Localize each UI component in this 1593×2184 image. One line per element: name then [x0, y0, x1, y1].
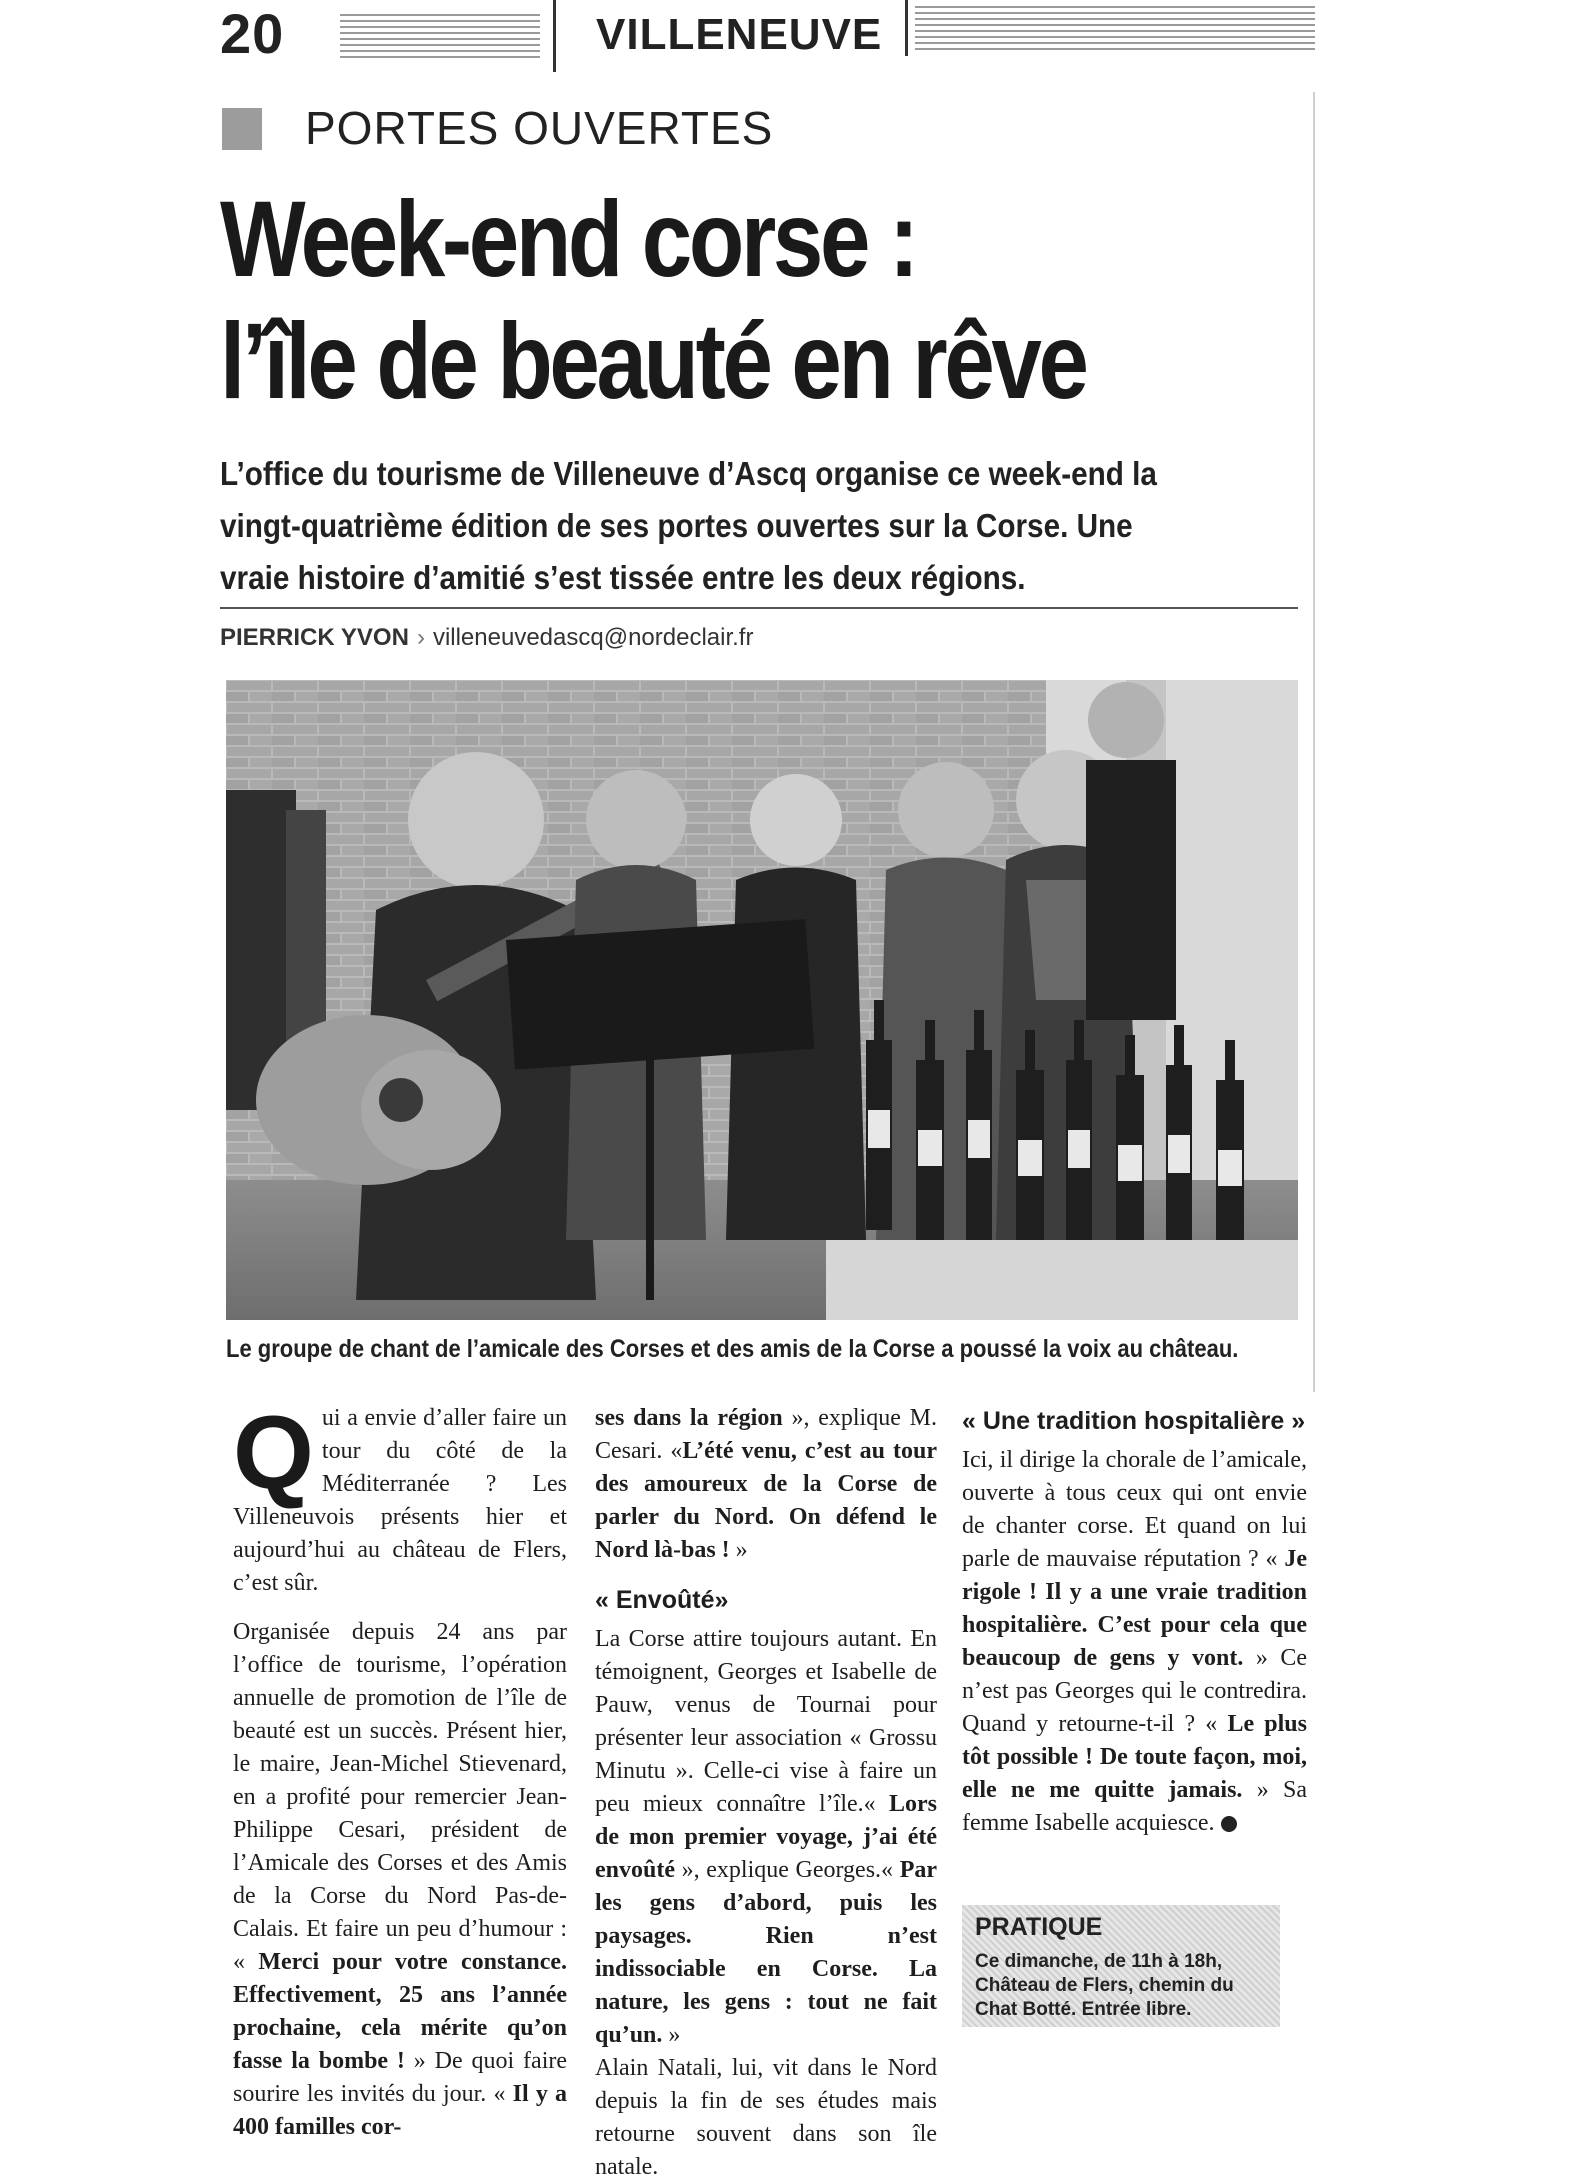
quote-georges-2: Par les gens d’abord, puis les paysages. Rien n’est indissociable en Corse. La nature, les gens : tout ne fait qu’un.	[595, 1857, 937, 2048]
kicker-marker	[222, 108, 262, 150]
paragraph-3-text: », explique M. Cesari. «	[595, 1405, 937, 1464]
paragraph-3-end: »	[729, 1537, 748, 1563]
subhead-envoute: « Envoûté»	[595, 1586, 729, 1614]
quote-natali: Je rigole ! Il y a une vraie tradition hospitalière. C’est pour cela que beaucoup de gens y vont.	[962, 1546, 1307, 1671]
paragraph-4	[595, 1623, 937, 2052]
pratique-title: PRATIQUE	[975, 1913, 1103, 1941]
paragraph-6-end: » Sa femme Isabelle acquiesce.	[962, 1777, 1308, 1836]
chevron-right-icon: ›	[416, 624, 425, 651]
article-photo	[226, 680, 1298, 1320]
pratique-text: Ce dimanche, de 11h à 18h, Château de Flers, chemin du Chat Botté. Entrée libre.	[975, 1951, 1234, 2020]
author: PIERRICK YVON	[220, 624, 409, 651]
quote-georges-1: Lors de mon premier voyage, j’ai été envoûté	[595, 1791, 937, 1883]
headline-line-1: Week-end corse :	[220, 178, 916, 299]
paragraph-4-end: »	[662, 2022, 681, 2048]
kicker: PORTES OUVERTES	[305, 102, 774, 154]
quote-cesari-end: ses dans la région	[595, 1405, 783, 1431]
headline	[220, 178, 1144, 422]
paragraph-6	[962, 1444, 1307, 1840]
quote-cesari-start: Il y a 400 familles cor-	[233, 2081, 567, 2140]
paragraph-4-text: La Corse attire toujours autant. En témoignent, Georges et Isabelle de Pauw, venus de Tournai pour présenter leur association « Grossu Minutu ». Celle-ci vise à faire un peu mieux connaître l’île.«	[595, 1626, 937, 1817]
header-rule-left	[340, 14, 540, 60]
column-2	[595, 1402, 937, 2180]
author-email[interactable]: villeneuvedascq@nordeclair.fr	[432, 624, 754, 651]
drop-cap: Q	[233, 1395, 314, 1511]
subhead-tradition: « Une tradition hospitalière »	[962, 1407, 1306, 1435]
header-rule-right	[915, 6, 1315, 54]
intro-text: ui a envie d’aller faire un tour du côté de la Méditerranée ? Les Villeneuvois présents hier et aujourd’hui au château de Flers, c’est sûr.	[233, 1405, 567, 1596]
paragraph-5: Alain Natali, lui, vit dans le Nord depuis la fin de ses études mais retourne souvent dans son île natale.	[595, 2055, 937, 2180]
paragraph-2-text: Organisée depuis 24 ans par l’office de tourisme, l’opération annuelle de promotion de l’île de beauté est un succès. Présent hier, le maire, Jean-Michel Stievenard, en a profité pour remercier Jean-Philippe Cesari, président de l’Amicale des Corses et des Amis de la Corse du Nord Pas-de-Calais. Et faire un peu d’humour : «	[233, 1619, 567, 1975]
column-1	[233, 1395, 568, 2140]
paragraph-3	[595, 1402, 937, 1567]
paragraph-intro	[233, 1395, 567, 1600]
page-number: 20	[220, 2, 285, 65]
headline-line-2: l’île de beauté en rêve	[220, 300, 1086, 421]
quote-georges-3: Le plus tôt possible ! De toute façon, moi, elle ne me quitte jamais.	[962, 1711, 1307, 1803]
header-divider	[553, 0, 556, 72]
paragraph-2	[233, 1616, 567, 2144]
section-title: VILLENEUVE	[596, 10, 883, 59]
lede-rule	[220, 607, 1298, 609]
lede: L’office du tourisme de Villeneuve d’Ascq organise ce week-end la vingt-quatrième édition de ses portes ouvertes sur la Corse. Une vraie histoire d’amitié s’est tissée entre les deux régions.	[220, 455, 1157, 596]
quote-mayor: Merci pour votre constance. Effectivement, 25 ans l’année prochaine, cela mérite qu’on fasse la bombe !	[233, 1949, 568, 2074]
photo-caption: Le groupe de chant de l’amicale des Corses et des amis de la Corse a poussé la voix au château.	[226, 1335, 1239, 1363]
paragraph-6-text: Ici, il dirige la chorale de l’amicale, ouverte à tous ceux qui ont envie de chanter corse. Et quand on lui parle de mauvaise réputation ? «	[962, 1447, 1307, 1572]
page-edge-line	[1313, 92, 1315, 1392]
quote-summer: L’été venu, c’est au tour des amoureux de la Corse de parler du Nord. On défend le Nord là-bas !	[595, 1438, 937, 1563]
column-3	[962, 1402, 1307, 1856]
header-divider-right	[905, 0, 908, 56]
paragraph-4-mid: », explique Georges.«	[675, 1857, 900, 1883]
end-mark-icon	[1221, 1816, 1237, 1832]
paragraph-6-mid: » Ce n’est pas Georges qui le contredira. Quand y retourne-t-il ? «	[962, 1645, 1307, 1737]
photo-illustration	[226, 680, 1298, 1320]
byline	[220, 622, 753, 654]
paragraph-2-end: » De quoi faire sourire les invités du jour. «	[233, 2048, 568, 2107]
